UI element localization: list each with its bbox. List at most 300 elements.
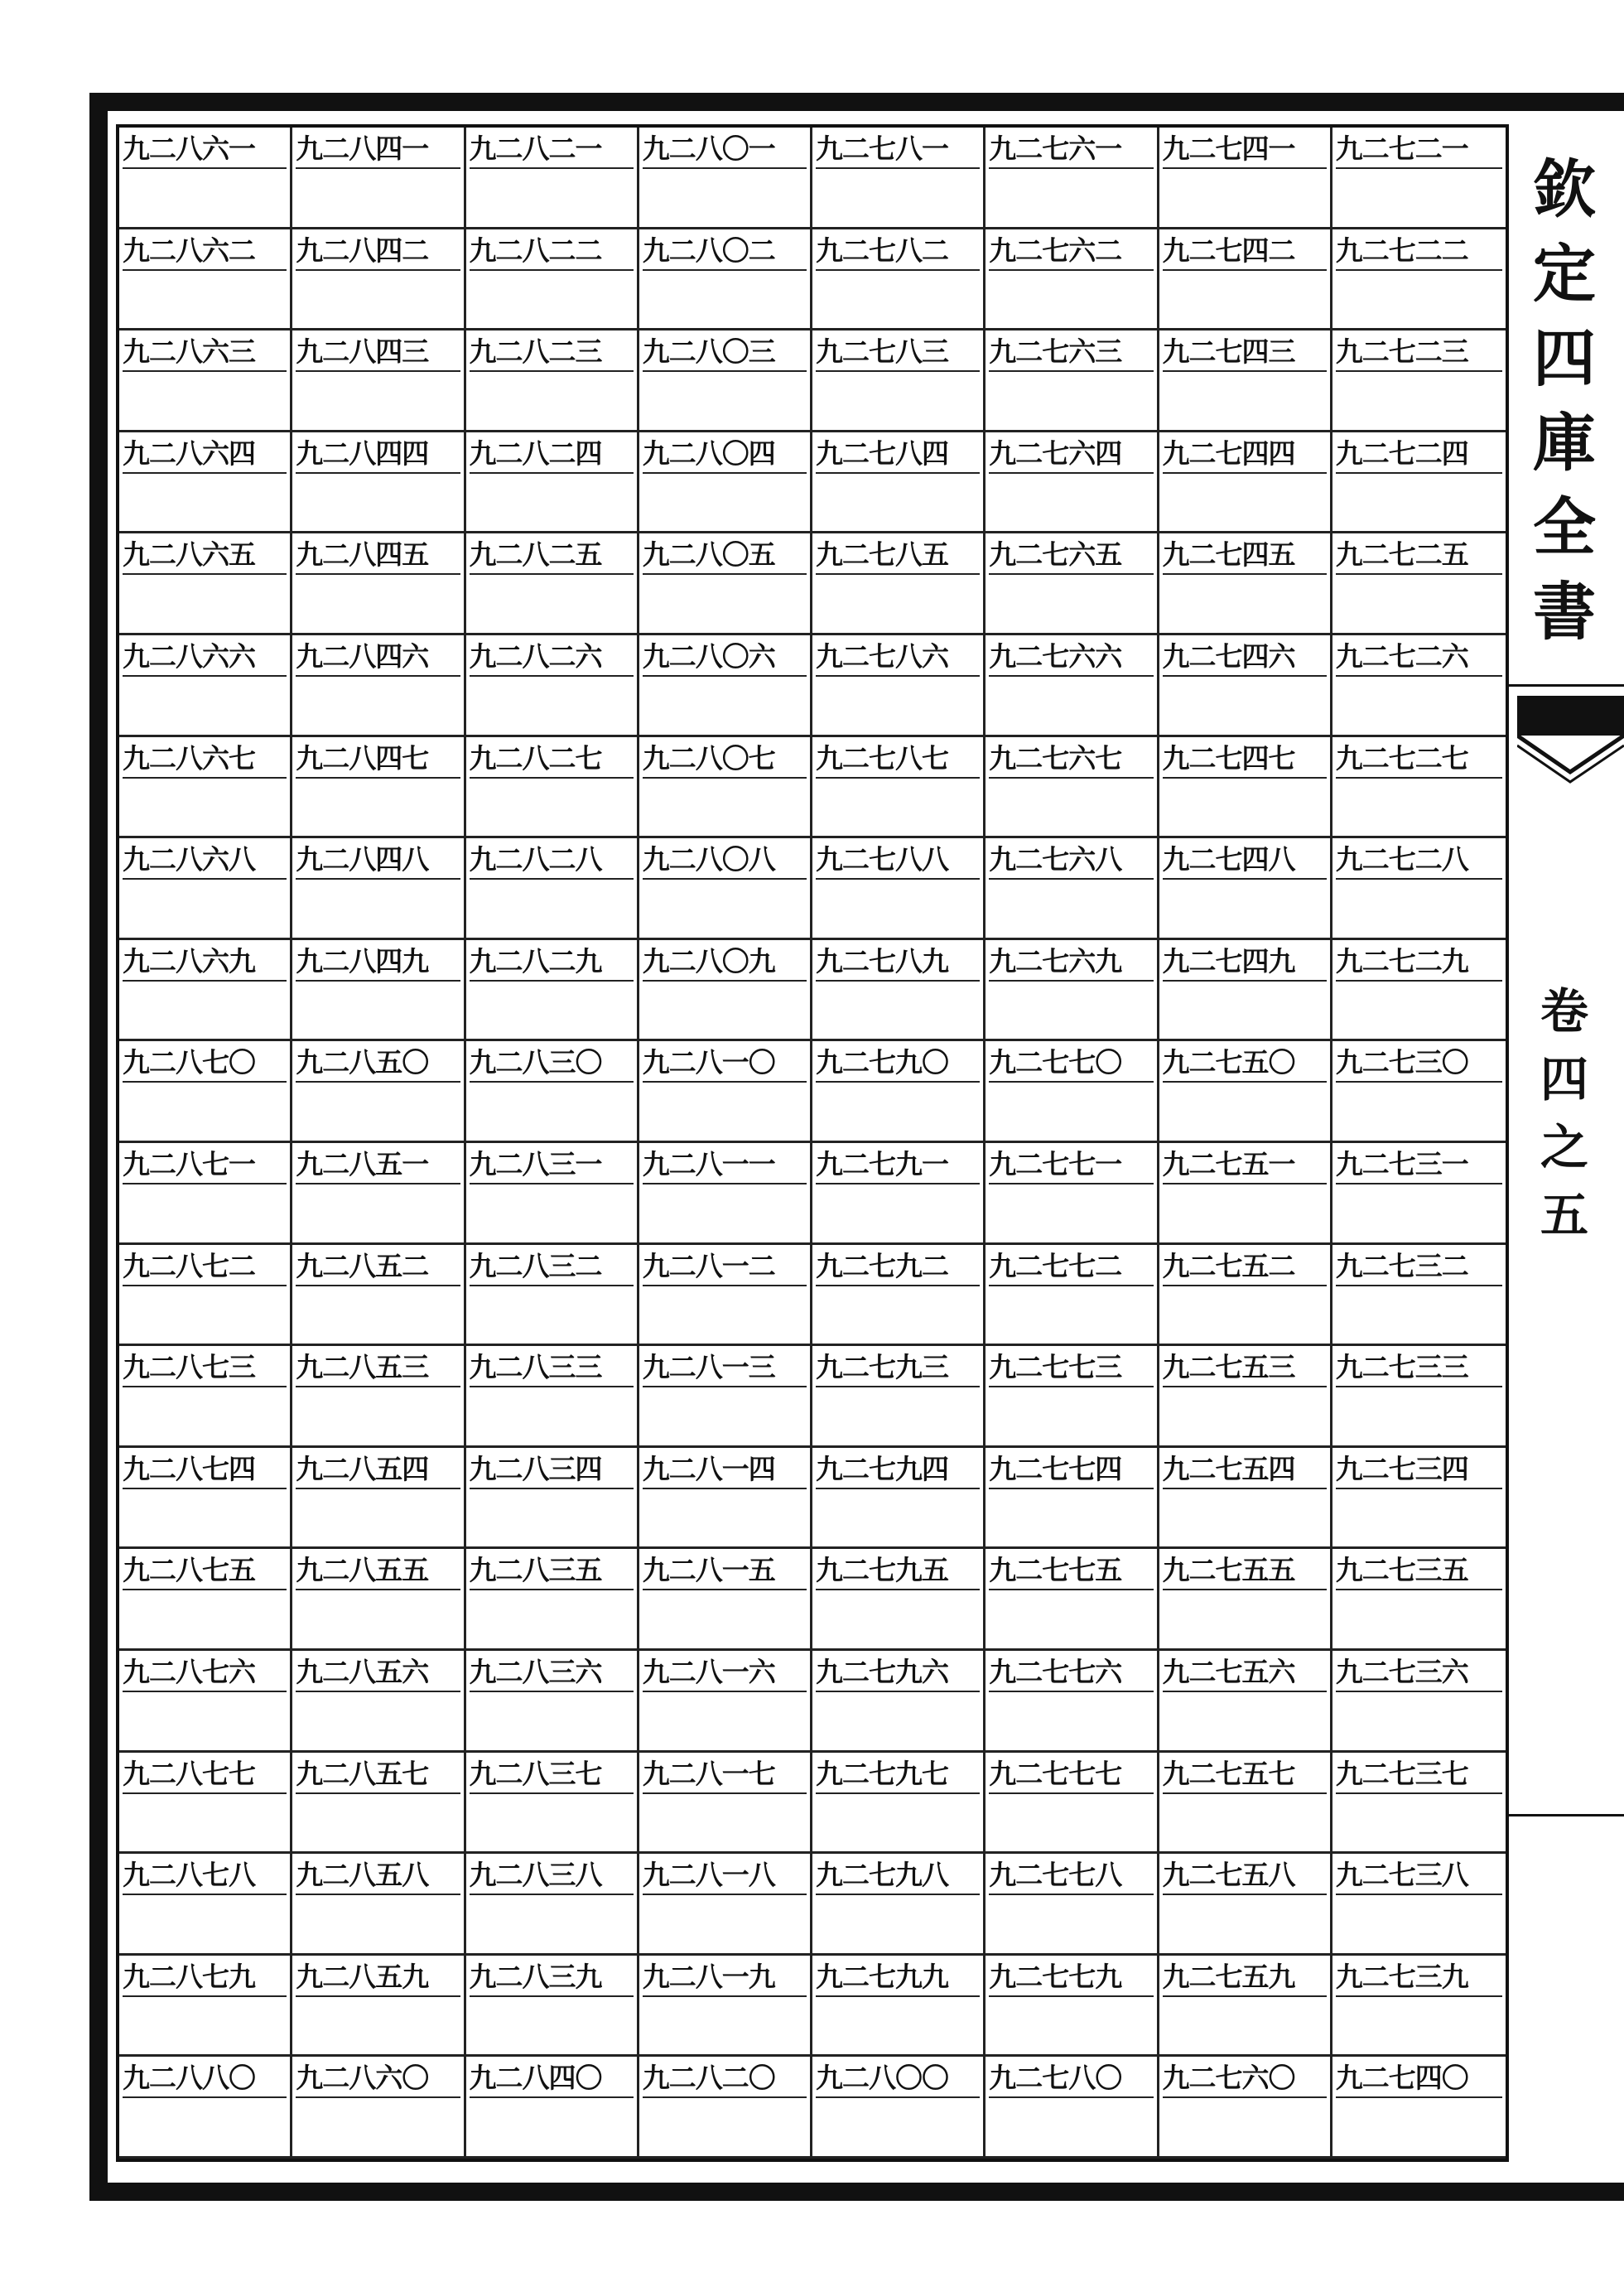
table-cell [1159, 1245, 1332, 1347]
entry-number: 九二七七〇 [989, 1045, 1153, 1083]
entry-number: 九二七四三 [1163, 334, 1327, 372]
table-cell [1159, 1346, 1332, 1448]
table-cell [812, 1753, 985, 1855]
table-cell [119, 1753, 292, 1855]
table-cell [119, 737, 292, 839]
entry-number: 九二八七五 [123, 1552, 287, 1590]
entry-number: 九二八一六 [643, 1654, 807, 1692]
volume-char: 卷 [1540, 983, 1588, 1040]
table-cell [812, 737, 985, 839]
table-cell [639, 432, 812, 534]
table-cell [119, 1651, 292, 1753]
table-cell [1159, 1854, 1332, 1956]
table-cell [1159, 1651, 1332, 1753]
entry-number: 九二七六九 [989, 943, 1153, 982]
table-cell [1332, 330, 1506, 432]
table-cell [466, 1854, 639, 1956]
table-cell [985, 533, 1159, 635]
volume-char: 四 [1540, 1051, 1588, 1107]
entry-number: 九二八二七 [470, 741, 634, 779]
table-cell [1332, 838, 1506, 940]
entry-number: 九二八六八 [123, 842, 287, 880]
entry-number: 九二七八六 [816, 639, 980, 677]
table-cell [1159, 1143, 1332, 1245]
table-cell [812, 432, 985, 534]
entry-number: 九二七四〇 [1336, 2060, 1502, 2098]
table-cell [639, 1448, 812, 1550]
entry-number: 九二八〇二 [643, 233, 807, 271]
entry-number: 九二八二九 [470, 943, 634, 982]
entry-number: 九二八六五 [123, 537, 287, 575]
entry-number: 九二八四八 [296, 842, 460, 880]
entry-number: 九二七六四 [989, 436, 1153, 474]
entry-number: 九二八五〇 [296, 1045, 460, 1083]
table-cell [1332, 635, 1506, 737]
table-cell [466, 1346, 639, 1448]
entry-number: 九二八六九 [123, 943, 287, 982]
entry-number: 九二七七七 [989, 1756, 1153, 1794]
table-cell [466, 1753, 639, 1855]
margin-divider [1509, 1814, 1624, 1816]
entry-number: 九二七三三 [1336, 1349, 1502, 1387]
table-cell [292, 1245, 465, 1347]
table-cell [985, 1549, 1159, 1651]
table-cell [812, 330, 985, 432]
table-cell [1332, 1651, 1506, 1753]
table-cell [292, 330, 465, 432]
table-cell [292, 737, 465, 839]
entry-number: 九二七三九 [1336, 1959, 1502, 1997]
entry-number: 九二七四一 [1163, 131, 1327, 169]
table-cell [466, 1143, 639, 1245]
entry-number: 九二八四九 [296, 943, 460, 982]
table-cell [639, 1854, 812, 1956]
table-cell [119, 1956, 292, 2058]
entry-number: 九二八四六 [296, 639, 460, 677]
table-cell [292, 229, 465, 331]
entry-number: 九二七六〇 [1163, 2060, 1327, 2098]
table-cell [639, 737, 812, 839]
table-cell [292, 1753, 465, 1855]
entry-number: 九二七八四 [816, 436, 980, 474]
table-cell [639, 2057, 812, 2159]
fishtail-ornament-icon [1517, 696, 1624, 787]
entry-number: 九二八七八 [123, 1857, 287, 1895]
table-cell [985, 1041, 1159, 1143]
table-cell [1159, 533, 1332, 635]
table-cell [639, 1753, 812, 1855]
table-cell [466, 1651, 639, 1753]
table-cell [985, 229, 1159, 331]
entry-number: 九二七七四 [989, 1451, 1153, 1489]
entry-number: 九二八五九 [296, 1959, 460, 1997]
table-cell [292, 1854, 465, 1956]
entry-number: 九二七七六 [989, 1654, 1153, 1692]
entry-number: 九二七七八 [989, 1857, 1153, 1895]
table-cell [812, 1245, 985, 1347]
entry-number: 九二七三〇 [1336, 1045, 1502, 1083]
table-cell [985, 432, 1159, 534]
entry-number: 九二八五五 [296, 1552, 460, 1590]
table-cell [466, 1956, 639, 2058]
table-cell [119, 1143, 292, 1245]
entry-number: 九二八四七 [296, 741, 460, 779]
entry-number: 九二七九九 [816, 1959, 980, 1997]
entry-number: 九二八一一 [643, 1146, 807, 1184]
entry-number: 九二七五四 [1163, 1451, 1327, 1489]
entry-number: 九二八四〇 [470, 2060, 634, 2098]
table-cell [466, 229, 639, 331]
entry-number: 九二七五七 [1163, 1756, 1327, 1794]
table-cell [466, 432, 639, 534]
table-cell [812, 1651, 985, 1753]
table-cell [292, 940, 465, 1042]
table-cell [812, 1956, 985, 2058]
entry-number: 九二七九二 [816, 1248, 980, 1286]
entry-number: 九二八〇六 [643, 639, 807, 677]
entry-number: 九二八三七 [470, 1756, 634, 1794]
table-cell [466, 940, 639, 1042]
table-cell [985, 1854, 1159, 1956]
table-cell [985, 1651, 1159, 1753]
table-cell [1332, 940, 1506, 1042]
table-cell [639, 229, 812, 331]
entry-number: 九二八七〇 [123, 1045, 287, 1083]
table-cell [1332, 1956, 1506, 2058]
table-cell [292, 1041, 465, 1143]
table-cell [466, 1448, 639, 1550]
table-cell [1332, 737, 1506, 839]
entry-number: 九二七三六 [1336, 1654, 1502, 1692]
table-cell [119, 128, 292, 229]
entry-number: 九二七三二 [1336, 1248, 1502, 1286]
table-cell [812, 1854, 985, 1956]
entry-number: 九二七五八 [1163, 1857, 1327, 1895]
entry-number: 九二八八〇 [123, 2060, 287, 2098]
entry-number: 九二七八三 [816, 334, 980, 372]
page-margin-column [1509, 124, 1624, 2162]
table-cell [119, 1854, 292, 1956]
entry-number: 九二八〇五 [643, 537, 807, 575]
entry-number: 九二七四九 [1163, 943, 1327, 982]
number-table [119, 128, 1506, 2159]
entry-number: 九二八〇〇 [816, 2060, 980, 2098]
table-cell [1159, 432, 1332, 534]
table-cell [1332, 432, 1506, 534]
entry-number: 九二八三二 [470, 1248, 634, 1286]
table-cell [1332, 229, 1506, 331]
table-cell [985, 330, 1159, 432]
entry-number: 九二七九三 [816, 1349, 980, 1387]
table-cell [1332, 1245, 1506, 1347]
table-cell [639, 940, 812, 1042]
entry-number: 九二七七二 [989, 1248, 1153, 1286]
table-cell [812, 2057, 985, 2159]
table-cell [812, 533, 985, 635]
table-cell [812, 635, 985, 737]
table-cell [292, 838, 465, 940]
table-cell [119, 1346, 292, 1448]
table-cell [1159, 330, 1332, 432]
entry-number: 九二七五二 [1163, 1248, 1327, 1286]
entry-number: 九二七五五 [1163, 1552, 1327, 1590]
entry-number: 九二八七七 [123, 1756, 287, 1794]
table-cell [466, 1245, 639, 1347]
table-cell [812, 1041, 985, 1143]
entry-number: 九二八七二 [123, 1248, 287, 1286]
entry-number: 九二八七九 [123, 1959, 287, 1997]
entry-number: 九二七九五 [816, 1552, 980, 1590]
entry-number: 九二八四四 [296, 436, 460, 474]
table-cell [985, 128, 1159, 229]
table-cell [292, 635, 465, 737]
table-cell [985, 635, 1159, 737]
table-cell [639, 1651, 812, 1753]
entry-number: 九二七八七 [816, 741, 980, 779]
table-cell [639, 635, 812, 737]
entry-number: 九二七四二 [1163, 233, 1327, 271]
table-cell [119, 635, 292, 737]
table-cell [639, 1956, 812, 2058]
entry-number: 九二八六一 [123, 131, 287, 169]
entry-number: 九二七二九 [1336, 943, 1502, 982]
table-cell [466, 838, 639, 940]
entry-number: 九二八一九 [643, 1959, 807, 1997]
table-cell [1159, 1956, 1332, 2058]
entry-number: 九二七三四 [1336, 1451, 1502, 1489]
entry-number: 九二七五九 [1163, 1959, 1327, 1997]
entry-number: 九二八五四 [296, 1451, 460, 1489]
entry-number: 九二八四二 [296, 233, 460, 271]
table-cell [812, 838, 985, 940]
volume-char: 之 [1540, 1119, 1588, 1175]
table-cell [1332, 1448, 1506, 1550]
entry-number: 九二七七三 [989, 1349, 1153, 1387]
table-cell [466, 635, 639, 737]
table-cell [1159, 838, 1332, 940]
table-cell [119, 432, 292, 534]
table-cell [1332, 128, 1506, 229]
entry-number: 九二八一〇 [643, 1045, 807, 1083]
entry-number: 九二七五三 [1163, 1349, 1327, 1387]
table-cell [639, 330, 812, 432]
entry-number: 九二八二四 [470, 436, 634, 474]
entry-number: 九二七二七 [1336, 741, 1502, 779]
entry-number: 九二八六六 [123, 639, 287, 677]
table-cell [985, 1245, 1159, 1347]
entry-number: 九二八〇三 [643, 334, 807, 372]
table-cell [812, 128, 985, 229]
table-cell [985, 1448, 1159, 1550]
table-cell [466, 330, 639, 432]
table-cell [1159, 1753, 1332, 1855]
table-cell [1159, 1041, 1332, 1143]
table-cell [812, 229, 985, 331]
table-cell [1159, 229, 1332, 331]
entry-number: 九二七八二 [816, 233, 980, 271]
entry-number: 九二七三八 [1336, 1857, 1502, 1895]
table-cell [985, 2057, 1159, 2159]
table-cell [812, 1143, 985, 1245]
table-cell [1159, 635, 1332, 737]
title-char: 庫 [1533, 406, 1596, 480]
entry-number: 九二七三七 [1336, 1756, 1502, 1794]
table-cell [985, 1346, 1159, 1448]
entry-number: 九二八五六 [296, 1654, 460, 1692]
table-cell [292, 432, 465, 534]
table-cell [466, 128, 639, 229]
table-cell [1159, 2057, 1332, 2159]
entry-number: 九二七八八 [816, 842, 980, 880]
entry-number: 九二八三六 [470, 1654, 634, 1692]
table-cell [1332, 1753, 1506, 1855]
entry-number: 九二八六三 [123, 334, 287, 372]
table-cell [292, 1651, 465, 1753]
table-cell [1159, 1549, 1332, 1651]
entry-number: 九二八二六 [470, 639, 634, 677]
entry-number: 九二八三一 [470, 1146, 634, 1184]
entry-number: 九二八一四 [643, 1451, 807, 1489]
volume-char: 五 [1540, 1187, 1588, 1243]
table-cell [812, 940, 985, 1042]
entry-number: 九二七三五 [1336, 1552, 1502, 1590]
entry-number: 九二八四五 [296, 537, 460, 575]
table-cell [1332, 1854, 1506, 1956]
entry-number: 九二八五二 [296, 1248, 460, 1286]
table-cell [639, 1041, 812, 1143]
entry-number: 九二八四一 [296, 131, 460, 169]
entry-number: 九二七二一 [1336, 131, 1502, 169]
table-cell [985, 737, 1159, 839]
entry-number: 九二八二〇 [643, 2060, 807, 2098]
entry-number: 九二八七四 [123, 1451, 287, 1489]
entry-number: 九二八六七 [123, 741, 287, 779]
table-cell [985, 1753, 1159, 1855]
table-cell [1332, 2057, 1506, 2159]
table-cell [812, 1549, 985, 1651]
entry-number: 九二七六八 [989, 842, 1153, 880]
table-cell [292, 1448, 465, 1550]
table-cell [1159, 737, 1332, 839]
table-cell [292, 1549, 465, 1651]
table-cell [119, 1549, 292, 1651]
entry-number: 九二七六七 [989, 741, 1153, 779]
entry-number: 九二七七九 [989, 1959, 1153, 1997]
table-cell [639, 1143, 812, 1245]
entry-number: 九二七八五 [816, 537, 980, 575]
entry-number: 九二七八九 [816, 943, 980, 982]
table-cell [119, 1041, 292, 1143]
entry-number: 九二七四八 [1163, 842, 1327, 880]
table-cell [466, 1041, 639, 1143]
title-char: 四 [1533, 321, 1596, 395]
entry-number: 九二七七一 [989, 1146, 1153, 1184]
table-cell [1332, 1549, 1506, 1651]
entry-number: 九二八六〇 [296, 2060, 460, 2098]
title-char: 全 [1533, 490, 1596, 564]
entry-number: 九二八三八 [470, 1857, 634, 1895]
table-cell [466, 1549, 639, 1651]
table-cell [985, 838, 1159, 940]
table-cell [639, 838, 812, 940]
entry-number: 九二七四七 [1163, 741, 1327, 779]
table-cell [1332, 1143, 1506, 1245]
table-cell [292, 2057, 465, 2159]
entry-number: 九二八七三 [123, 1349, 287, 1387]
entry-number: 九二八五三 [296, 1349, 460, 1387]
entry-number: 九二八三九 [470, 1959, 634, 1997]
entry-number: 九二七九一 [816, 1146, 980, 1184]
entry-number: 九二八二一 [470, 131, 634, 169]
table-cell [1332, 1041, 1506, 1143]
entry-number: 九二七六二 [989, 233, 1153, 271]
entry-number: 九二八〇四 [643, 436, 807, 474]
entry-number: 九二八三三 [470, 1349, 634, 1387]
table-cell [985, 1956, 1159, 2058]
entry-number: 九二七九四 [816, 1451, 980, 1489]
entry-number: 九二八七六 [123, 1654, 287, 1692]
entry-number: 九二七二八 [1336, 842, 1502, 880]
entry-number: 九二七二五 [1336, 537, 1502, 575]
entry-number: 九二七八〇 [989, 2060, 1153, 2098]
entry-number: 九二七九七 [816, 1756, 980, 1794]
entry-number: 九二八二八 [470, 842, 634, 880]
entry-number: 九二七二三 [1336, 334, 1502, 372]
table-cell [292, 128, 465, 229]
entry-number: 九二七五六 [1163, 1654, 1327, 1692]
entry-number: 九二七六六 [989, 639, 1153, 677]
entry-number: 九二八一七 [643, 1756, 807, 1794]
table-cell [119, 330, 292, 432]
table-cell [1332, 533, 1506, 635]
table-cell [119, 2057, 292, 2159]
entry-number: 九二七三一 [1336, 1146, 1502, 1184]
book-title [1527, 147, 1602, 654]
table-cell [812, 1448, 985, 1550]
entry-number: 九二八一二 [643, 1248, 807, 1286]
entry-number: 九二七四四 [1163, 436, 1327, 474]
title-char: 書 [1533, 575, 1596, 649]
table-cell [639, 128, 812, 229]
entry-number: 九二八六二 [123, 233, 287, 271]
table-cell [1159, 128, 1332, 229]
entry-number: 九二七六一 [989, 131, 1153, 169]
entry-number: 九二七二四 [1336, 436, 1502, 474]
entry-number: 九二八二二 [470, 233, 634, 271]
entry-number: 九二八五一 [296, 1146, 460, 1184]
entry-number: 九二八三四 [470, 1451, 634, 1489]
table-cell [639, 533, 812, 635]
entry-number: 九二八六四 [123, 436, 287, 474]
table-cell [292, 1143, 465, 1245]
title-char: 定 [1533, 237, 1596, 311]
table-cell [119, 229, 292, 331]
table-cell [1159, 940, 1332, 1042]
table-cell [119, 838, 292, 940]
entry-number: 九二七五一 [1163, 1146, 1327, 1184]
table-cell [639, 1245, 812, 1347]
table-cell [119, 533, 292, 635]
entry-number: 九二七四五 [1163, 537, 1327, 575]
entry-number: 九二八二五 [470, 537, 634, 575]
entry-number: 九二八七一 [123, 1146, 287, 1184]
entry-number: 九二八〇八 [643, 842, 807, 880]
table-cell [812, 1346, 985, 1448]
entry-number: 九二八一八 [643, 1857, 807, 1895]
entry-number: 九二八〇九 [643, 943, 807, 982]
entry-number: 九二八五七 [296, 1756, 460, 1794]
entry-number: 九二八〇一 [643, 131, 807, 169]
